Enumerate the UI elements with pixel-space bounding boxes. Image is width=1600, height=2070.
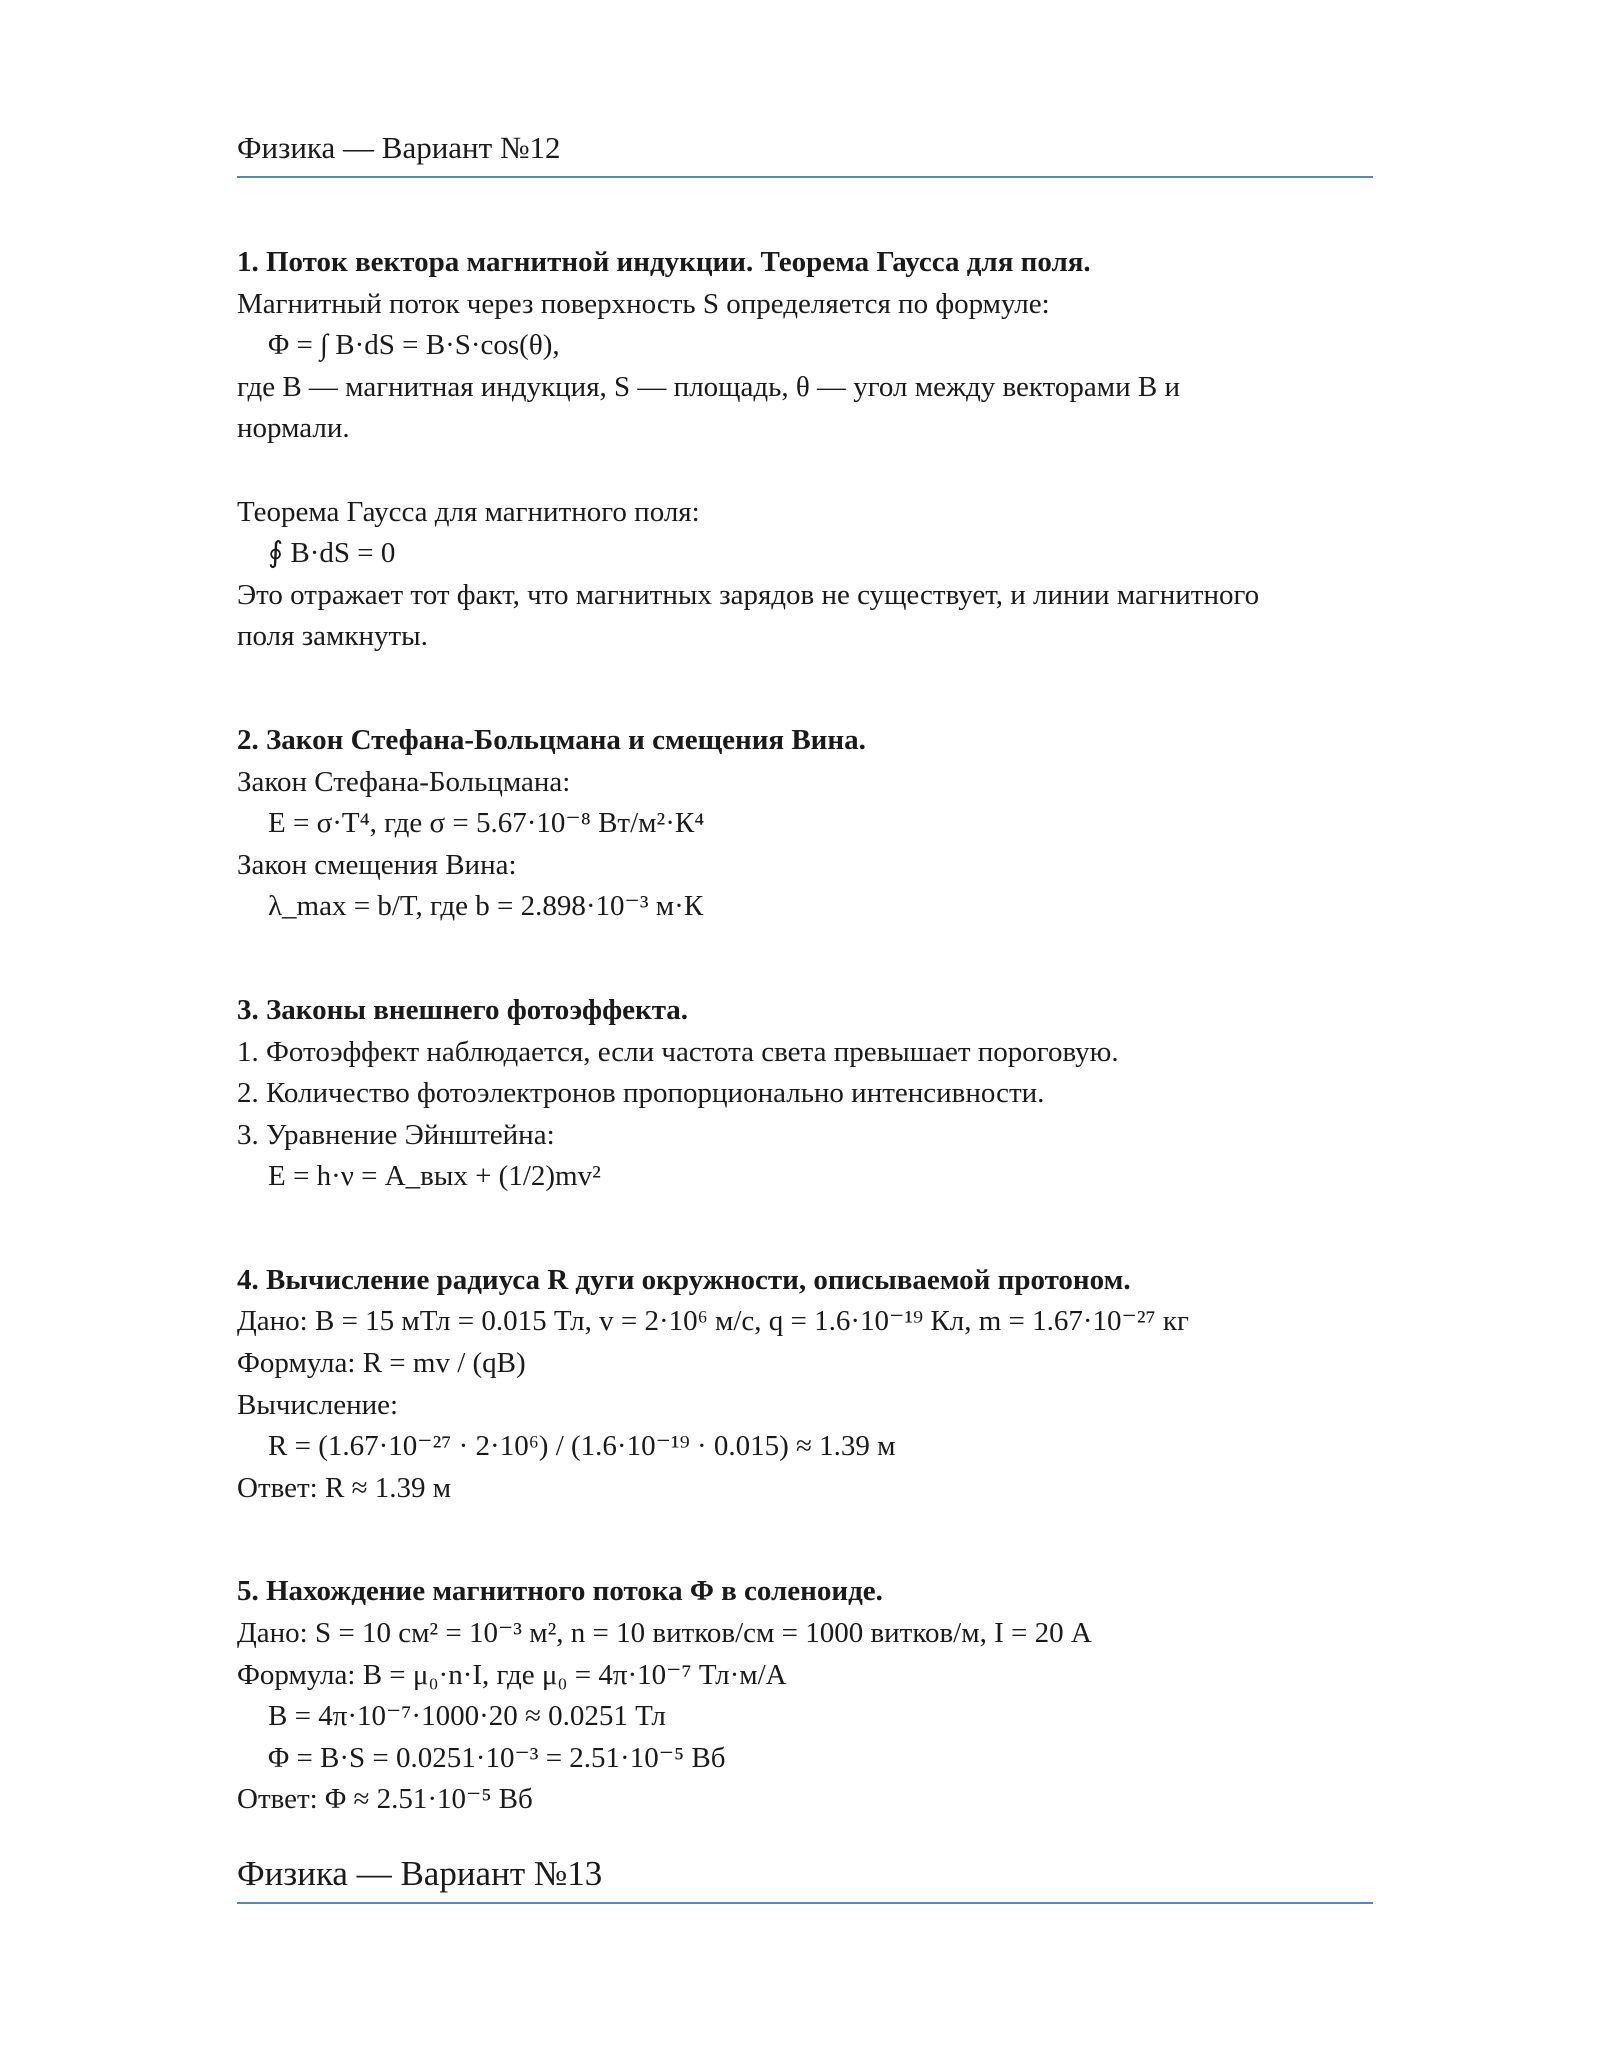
section-1 <box>237 242 1373 658</box>
formula-line: λ_max = b/T, где b = 2.898·10⁻³ м·К <box>268 890 704 923</box>
paragraph-line: Это отражает тот факт, что магнитных зарядов не существует, и линии магнитного <box>237 578 1260 611</box>
section-title: 1. Поток вектора магнитной индукции. Теорема Гаусса для поля. <box>237 246 1091 278</box>
document-body <box>237 242 1373 1821</box>
formula-line: Φ = B·S = 0.0251·10⁻³ = 2.51·10⁻⁵ Вб <box>268 1741 726 1774</box>
paragraph-line: Закон смещения Вина: <box>237 848 517 881</box>
paragraph-line: 1. Фотоэффект наблюдается, если частота света превышает пороговую. <box>237 1035 1119 1068</box>
formula-line: E = h·ν = A_вых + (1/2)mv² <box>268 1160 601 1193</box>
paragraph-line: поля замкнуты. <box>237 620 428 653</box>
answer-line: Ответ: R ≈ 1.39 м <box>237 1471 452 1504</box>
section-4 <box>237 1260 1373 1510</box>
paragraph-line: Дано: B = 15 мТл = 0.015 Тл, v = 2·10⁶ м/с, q = 1.6·10⁻¹⁹ Кл, m = 1.67·10⁻²⁷ кг <box>237 1305 1189 1338</box>
answer-line: Ответ: Φ ≈ 2.51·10⁻⁵ Вб <box>237 1783 533 1816</box>
paragraph-line: Формула: B = μ₀·n·I, где μ₀ = 4π·10⁻⁷ Тл·м/А <box>237 1658 787 1691</box>
formula-line: Φ = ∫ B·dS = B·S·cos(θ), <box>268 329 560 362</box>
formula-line: B = 4π·10⁻⁷·1000·20 ≈ 0.0251 Тл <box>268 1700 666 1733</box>
section-title: 2. Закон Стефана-Больцмана и смещения Вина. <box>237 723 866 756</box>
section-3 <box>237 990 1373 1198</box>
paragraph-line: Теорема Гаусса для магнитного поля: <box>237 495 700 528</box>
page-header: Физика — Вариант №12 <box>237 128 1373 178</box>
paragraph-line: Магнитный поток через поверхность S определяется по формуле: <box>237 287 1050 320</box>
formula-line: E = σ·T⁴, где σ = 5.67·10⁻⁸ Вт/м²·К⁴ <box>268 807 705 840</box>
paragraph-line: 3. Уравнение Эйнштейна: <box>237 1118 555 1151</box>
paragraph-line: Вычисление: <box>237 1388 399 1421</box>
section-title: 4. Вычисление радиуса R дуги окружности, описываемой протоном. <box>237 1263 1131 1296</box>
next-page-header: Физика — Вариант №13 <box>237 1854 1373 1904</box>
paragraph-line: нормали. <box>237 412 350 445</box>
section-2 <box>237 720 1373 928</box>
section-title: 3. Законы внешнего фотоэффекта. <box>237 993 689 1026</box>
paragraph-line: где B — магнитная индукция, S — площадь, θ — угол между векторами B и <box>237 370 1181 403</box>
paragraph-line: 2. Количество фотоэлектронов пропорционально интенсивности. <box>237 1077 1045 1110</box>
paragraph-line: Дано: S = 10 см² = 10⁻³ м², n = 10 витков/см = 1000 витков/м, I = 20 А <box>237 1617 1092 1650</box>
paragraph-line: Формула: R = mv / (qB) <box>237 1347 526 1380</box>
section-5 <box>237 1571 1373 1821</box>
section-title: 5. Нахождение магнитного потока Φ в соленоиде. <box>237 1575 883 1608</box>
formula-line: ∮ B·dS = 0 <box>268 537 396 570</box>
paragraph-line: Закон Стефана-Больцмана: <box>237 765 571 798</box>
formula-line: R = (1.67·10⁻²⁷ · 2·10⁶) / (1.6·10⁻¹⁹ · 0.015) ≈ 1.39 м <box>268 1430 896 1463</box>
